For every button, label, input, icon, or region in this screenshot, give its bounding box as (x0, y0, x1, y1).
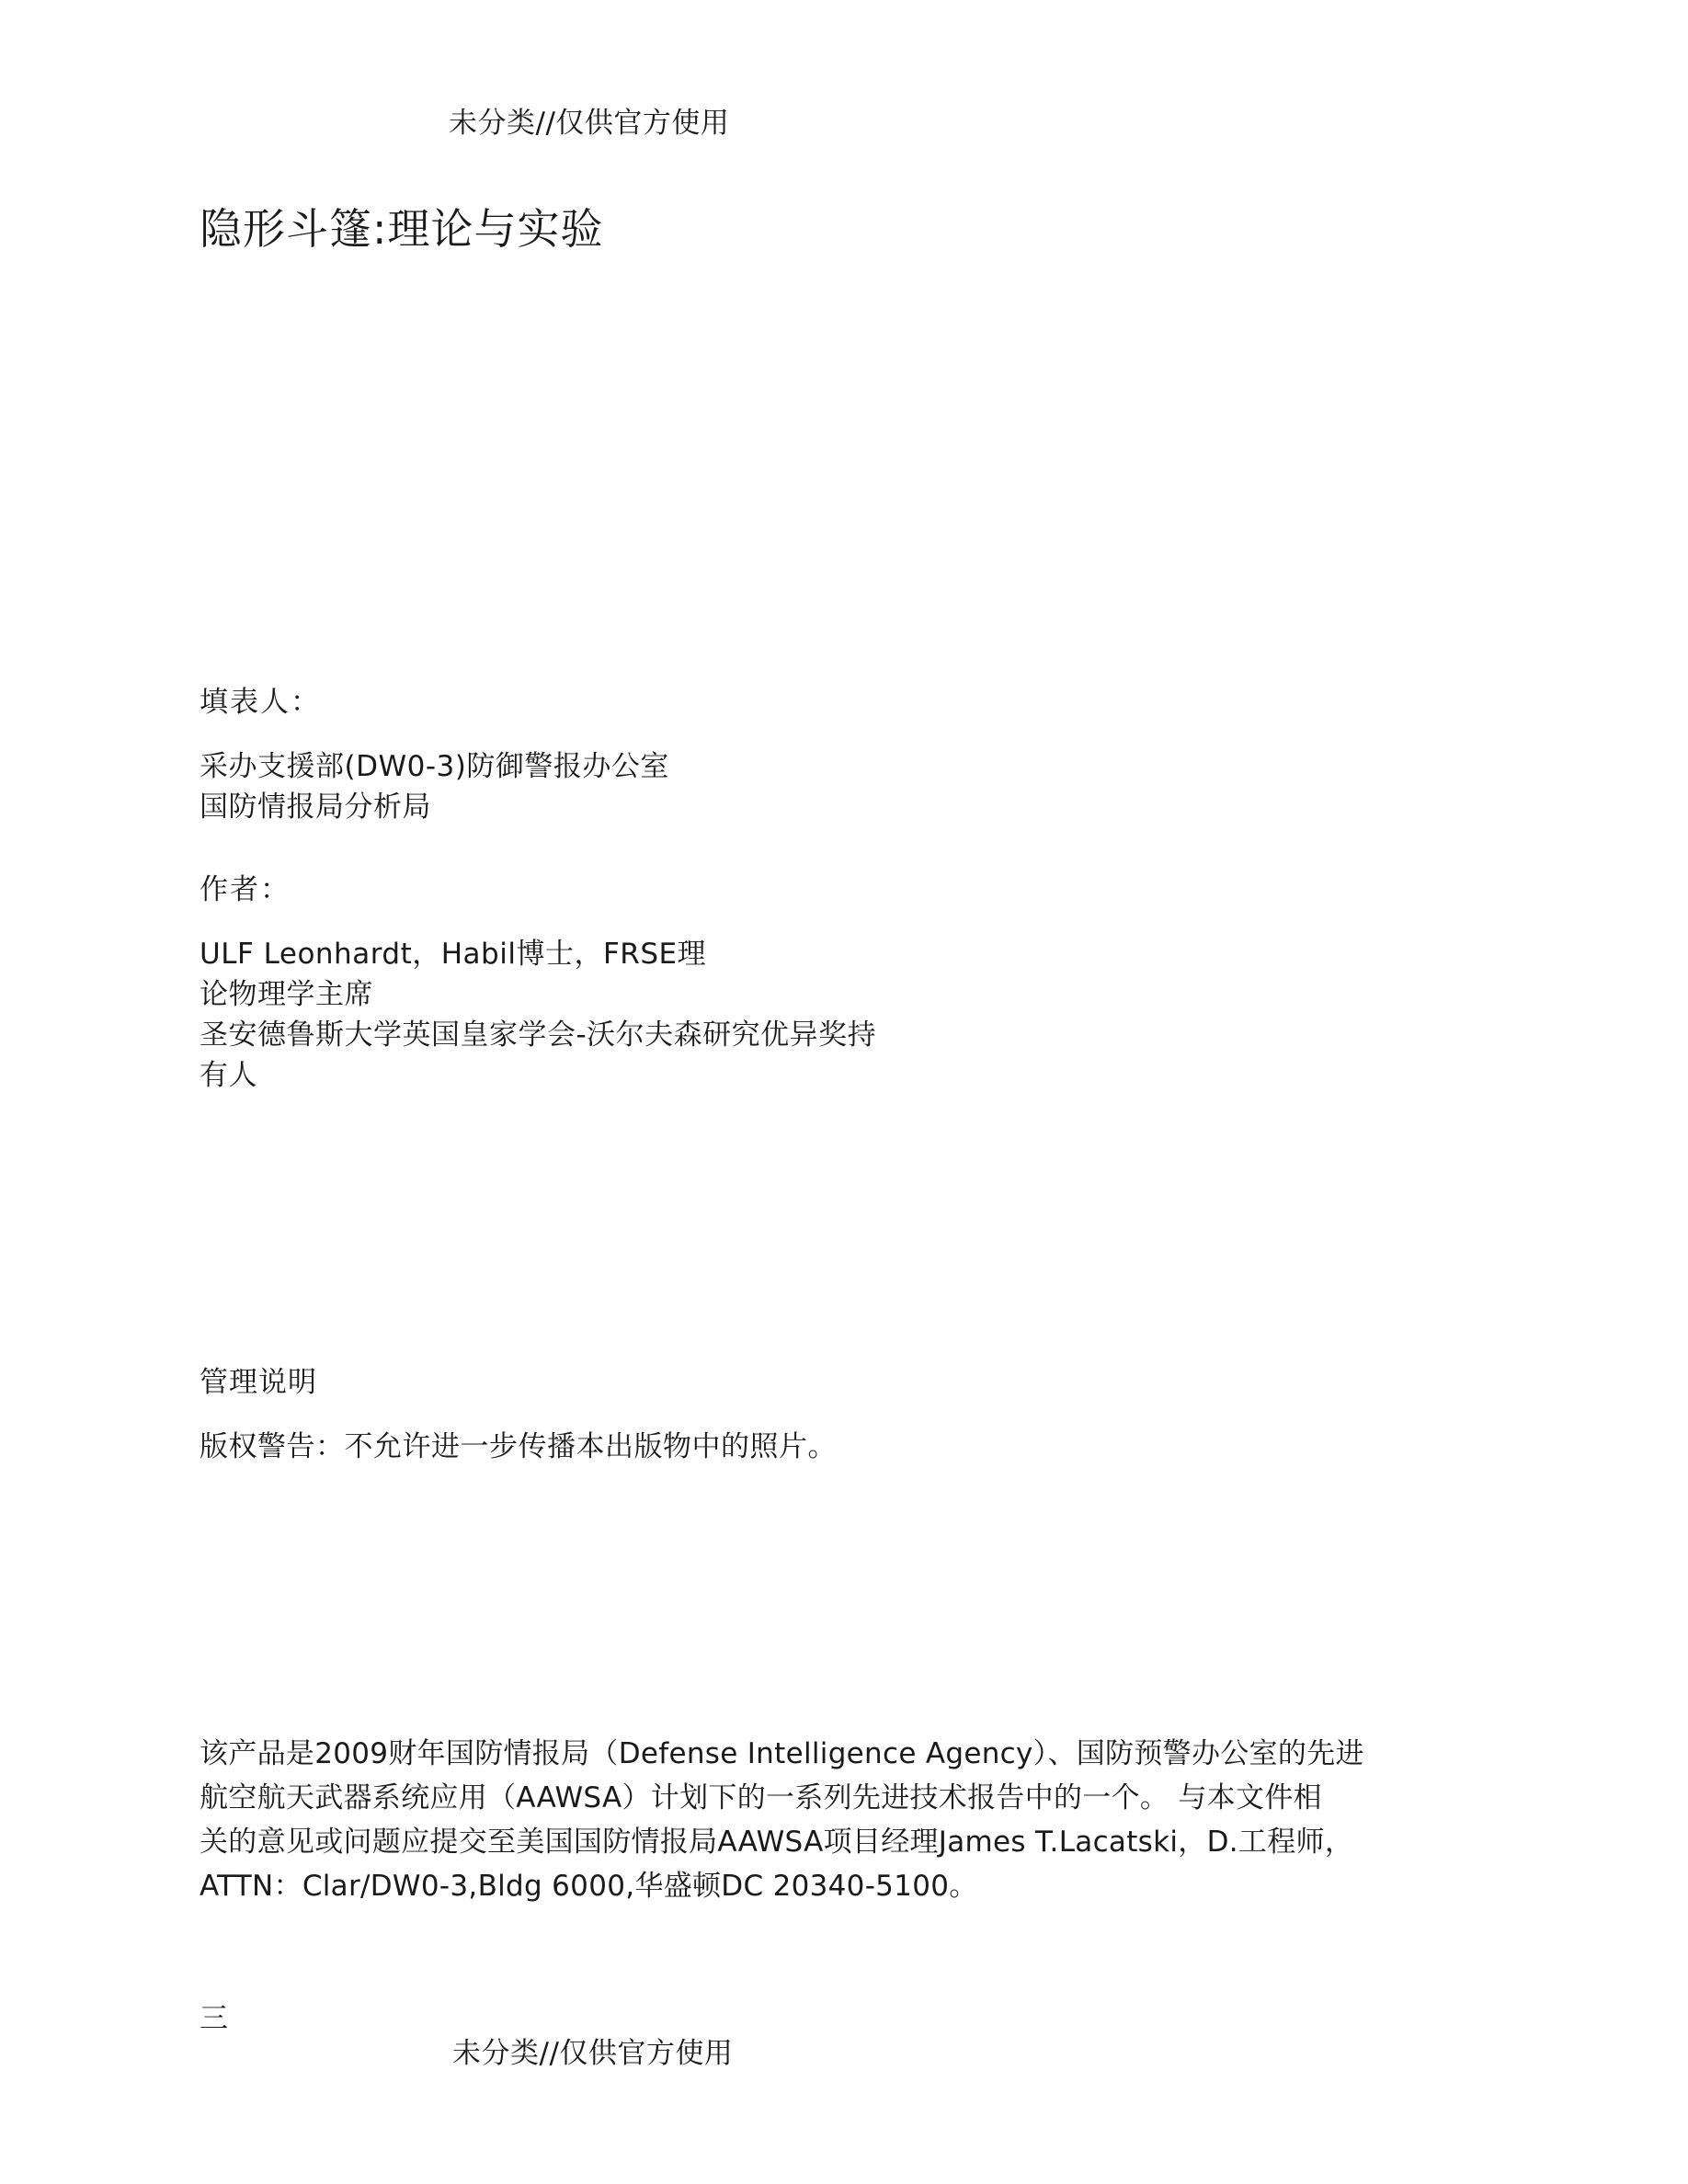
prepared-by-line-2: 国防情报局分析局 (200, 791, 431, 824)
author-block (200, 934, 876, 1096)
prepared-by-block (200, 746, 669, 827)
product-note-line-1: 该产品是2009财年国防情报局（Defense Intelligence Agency）、国防预警办公室的先进 (200, 1737, 1364, 1770)
product-note (200, 1732, 1364, 1908)
author-line-3: 圣安德鲁斯大学英国皇家学会-沃尔夫森研究优异奖持 (200, 1018, 877, 1052)
prepared-by-label: 填表人： (200, 686, 321, 719)
page-number: 三 (200, 2002, 230, 2035)
admin-heading: 管理说明 (200, 1366, 317, 1399)
product-note-line-3: 关的意见或问题应提交至美国国防情报局AAWSA项目经理James T.Lacatski，D.工程师， (200, 1826, 1354, 1859)
author-line-2: 论物理学主席 (200, 978, 373, 1011)
author-line-1: ULF Leonhardt，Habil博士，FRSE理 (200, 938, 707, 971)
product-note-line-4: ATTN：Clar/DW0-3,Bldg 6000,华盛顿DC 20340-5100。 (200, 1870, 978, 1903)
footer-classification: 未分类//仅供官方使用 (452, 2037, 734, 2070)
document-title: 隐形斗篷:理论与实验 (200, 204, 604, 254)
product-note-line-2: 航空航天武器系统应用（AAWSA）计划下的一系列先进技术报告中的一个。 与本文件相 (200, 1781, 1322, 1814)
author-line-4: 有人 (200, 1059, 257, 1092)
author-label: 作者： (200, 873, 291, 906)
prepared-by-line-1: 采办支援部(DW0-3)防御警报办公室 (200, 750, 669, 783)
copyright-warning: 版权警告：不允许进一步传播本出版物中的照片。 (200, 1430, 837, 1463)
header-classification: 未分类//仅供官方使用 (449, 107, 730, 140)
